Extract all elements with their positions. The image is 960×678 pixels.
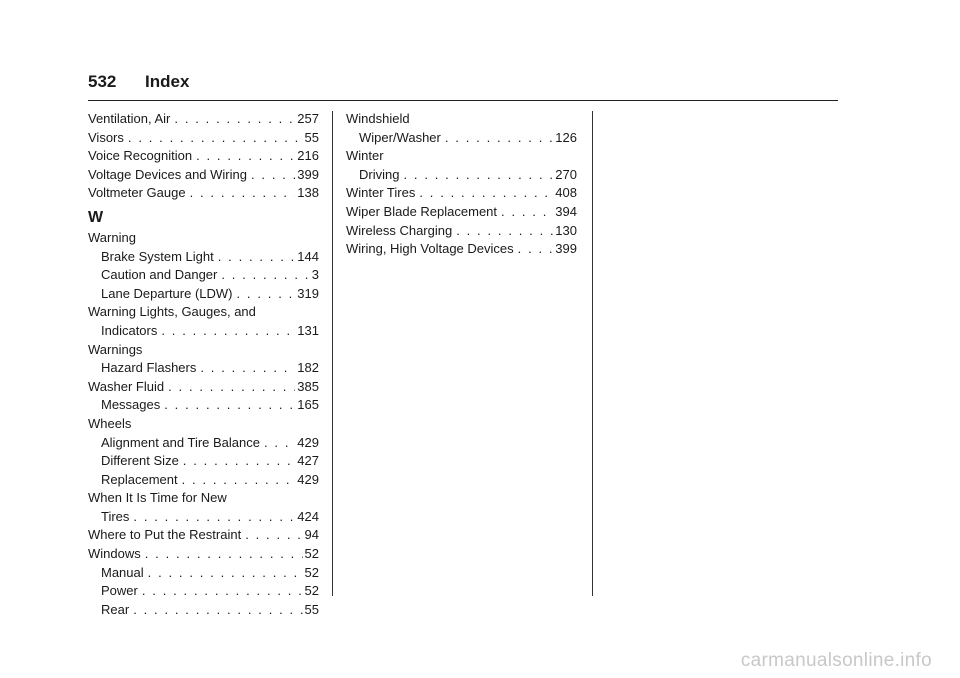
index-entry[interactable]: Visors . . . 55 [88,129,319,148]
index-column-2 [346,110,577,259]
index-entry[interactable]: Voltmeter Gauge . . . 138 [88,184,319,203]
index-entry[interactable]: Where to Put the Restraint . . . 94 [88,526,319,545]
index-entry[interactable]: Voltage Devices and Wiring . . . 399 [88,166,319,185]
index-heading: Wheels [88,415,132,431]
index-subentry[interactable]: Different Size . . . 427 [88,452,319,471]
index-subentry[interactable]: Wiper/Washer . . . 126 [346,129,577,148]
index-heading: Windshield [346,111,410,126]
index-subentry[interactable]: Indicators . . . 131 [88,322,319,341]
index-entry[interactable]: Voice Recognition . . . 216 [88,147,319,166]
index-subentry[interactable]: Brake System Light . . . 144 [88,248,319,267]
page-number: 532 [88,72,117,91]
index-entry[interactable]: Wireless Charging . . . 130 [346,222,577,241]
index-subentry[interactable]: Lane Departure (LDW) . . . 319 [88,285,319,304]
index-subentry[interactable]: Power . . . 52 [88,582,319,601]
index-heading: Warnings [88,341,143,357]
index-subentry[interactable]: Caution and Danger . . . 3 [88,266,319,285]
index-subentry[interactable]: Alignment and Tire Balance . . . 429 [88,434,319,453]
column-divider [332,111,333,596]
index-heading: Warning Lights, Gauges, and [88,304,256,320]
index-subentry[interactable]: Manual . . . 52 [88,564,319,583]
index-entry[interactable]: Ventilation, Air . . . 257 [88,110,319,129]
index-column-1 [88,110,319,619]
index-heading: Warning [88,229,136,245]
index-entry[interactable]: Winter Tires . . . 408 [346,184,577,203]
index-subentry[interactable]: Rear . . . 55 [88,601,319,620]
index-entry[interactable]: Windows . . . 52 [88,545,319,564]
index-heading: When It Is Time for New [88,490,227,506]
index-entry[interactable]: Washer Fluid . . . 385 [88,378,319,397]
index-subentry[interactable]: Hazard Flashers . . . 182 [88,359,319,378]
index-entry[interactable]: Wiring, High Voltage Devices . . . 399 [346,240,577,259]
page-header [88,70,838,101]
index-subentry[interactable]: Replacement . . . 429 [88,471,319,490]
page-title: Index [145,72,190,91]
index-subentry[interactable]: Tires . . . 424 [88,508,319,527]
index-heading: Winter [346,148,384,164]
index-entry[interactable]: Wiper Blade Replacement . . . 394 [346,203,577,222]
watermark-text: carmanualsonline.info [740,650,932,671]
section-letter-w: W [88,208,104,226]
column-divider [592,111,593,596]
index-subentry[interactable]: Driving . . . 270 [346,166,577,185]
index-subentry[interactable]: Messages . . . 165 [88,396,319,415]
